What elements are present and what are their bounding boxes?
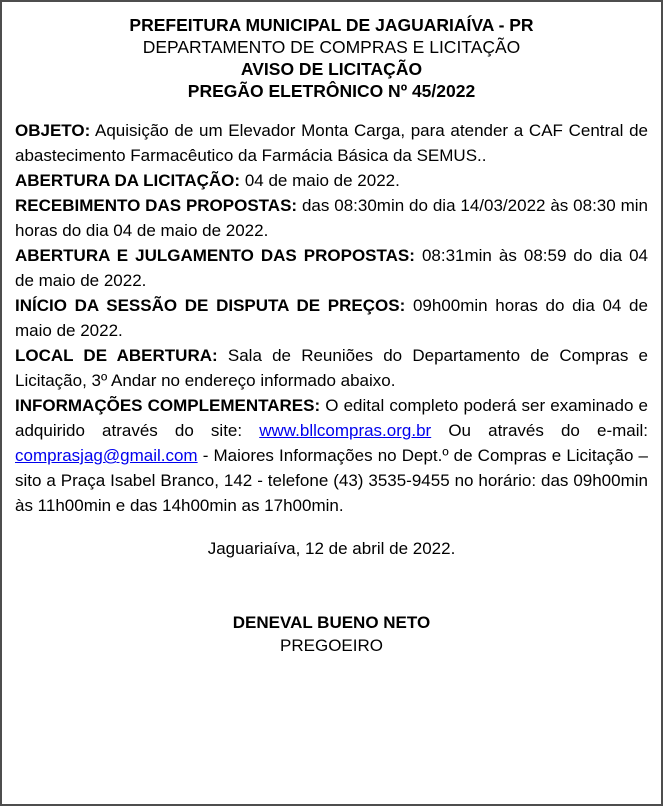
paragraph-informacoes-complementares-label: INFORMAÇÕES COMPLEMENTARES: [15,396,321,415]
paragraph-local-abertura-text: Sala de Reuniões do Departamento de Compras e Licitação, 3º Andar no endereço informado abaixo. [15,346,648,390]
paragraph-recebimento-propostas [15,193,648,243]
link-bllcompras[interactable]: www.bllcompras.org.br [259,421,432,440]
informacoes-text-email: Ou através do e-mail: [448,421,649,440]
link-email-comprasjag[interactable]: comprasjag@gmail.com [15,446,198,465]
paragraph-informacoes-complementares [15,393,648,518]
paragraph-abertura-licitacao-text: 04 de maio de 2022. [244,171,400,190]
header-institution: PREFEITURA MUNICIPAL DE JAGUARIAÍVA - PR [129,15,534,35]
document-header [15,12,648,102]
paragraph-local-abertura-label: LOCAL DE ABERTURA: [15,346,218,365]
paragraph-local-abertura [15,343,648,393]
paragraph-inicio-sessao-label: INÍCIO DA SESSÃO DE DISPUTA DE PREÇOS: [15,296,406,315]
signature-role: PREGOEIRO [280,636,383,655]
paragraph-inicio-sessao-text: 09h00min horas do dia 04 de maio de 2022. [15,296,648,340]
paragraph-objeto-label: OBJETO: [15,121,91,140]
paragraph-recebimento-propostas-text: das 08:30min do dia 14/03/2022 às 08:30 min horas do dia 04 de maio de 2022. [15,196,648,240]
paragraph-abertura-licitacao [15,168,648,193]
signature-block [15,611,648,657]
paragraph-recebimento-propostas-label: RECEBIMENTO DAS PROPOSTAS: [15,196,298,215]
date-line: Jaguariaíva, 12 de abril de 2022. [207,539,456,558]
paragraph-objeto-text: Aquisição de um Elevador Monta Carga, para atender a CAF Central de abastecimento Farmacêutico da Farmácia Básica da SEMUS.. [15,121,648,165]
document-body [15,118,648,518]
informacoes-text-site: O edital completo poderá ser examinado e adquirido através do site: [15,396,648,440]
paragraph-objeto [15,118,648,168]
signature-name: DENEVAL BUENO NETO [232,613,431,632]
paragraph-abertura-julgamento [15,243,648,293]
header-notice-type: AVISO DE LICITAÇÃO [240,59,423,79]
paragraph-inicio-sessao [15,293,648,343]
header-auction-number: PREGÃO ELETRÔNICO Nº 45/2022 [187,81,476,101]
paragraph-abertura-licitacao-label: ABERTURA DA LICITAÇÃO: [15,171,241,190]
informacoes-text-endereco: - Maiores Informações no Dept.º de Compras e Licitação – sito a Praça Isabel Branco, 142 - telefone (43) 3535-9455 no horário: das 09h00min às 11h00min e das 14h00min as 17h00min. [15,446,648,515]
paragraph-abertura-julgamento-label: ABERTURA E JULGAMENTO DAS PROPOSTAS: [15,246,415,265]
header-department: DEPARTAMENTO DE COMPRAS E LICITAÇÃO [142,37,521,57]
paragraph-abertura-julgamento-text: 08:31min às 08:59 do dia 04 de maio de 2022. [15,246,648,290]
